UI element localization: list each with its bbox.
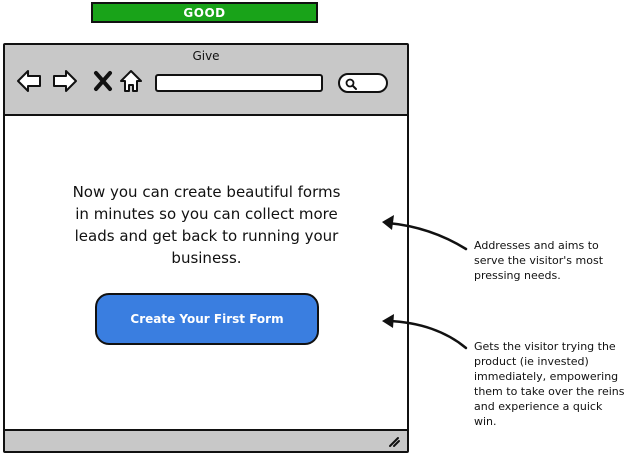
annotation-arrow-2 (382, 314, 466, 348)
annotation-arrow-1 (382, 215, 466, 249)
annotation-note-2: Gets the visitor trying the product (ie invested) immediately, empowering them to take over the reins and experience a quick win. (474, 340, 625, 428)
verdict-badge: GOOD (91, 2, 318, 23)
annotation-note-1: Addresses and aims to serve the visitor's most pressing needs. (474, 239, 604, 282)
hero-headline: Now you can create beautiful forms in minutes so you can collect more leads and get back to running your business. (72, 183, 341, 267)
create-first-form-button[interactable]: Create Your First Form (95, 293, 319, 345)
window-title: Give (192, 49, 220, 63)
